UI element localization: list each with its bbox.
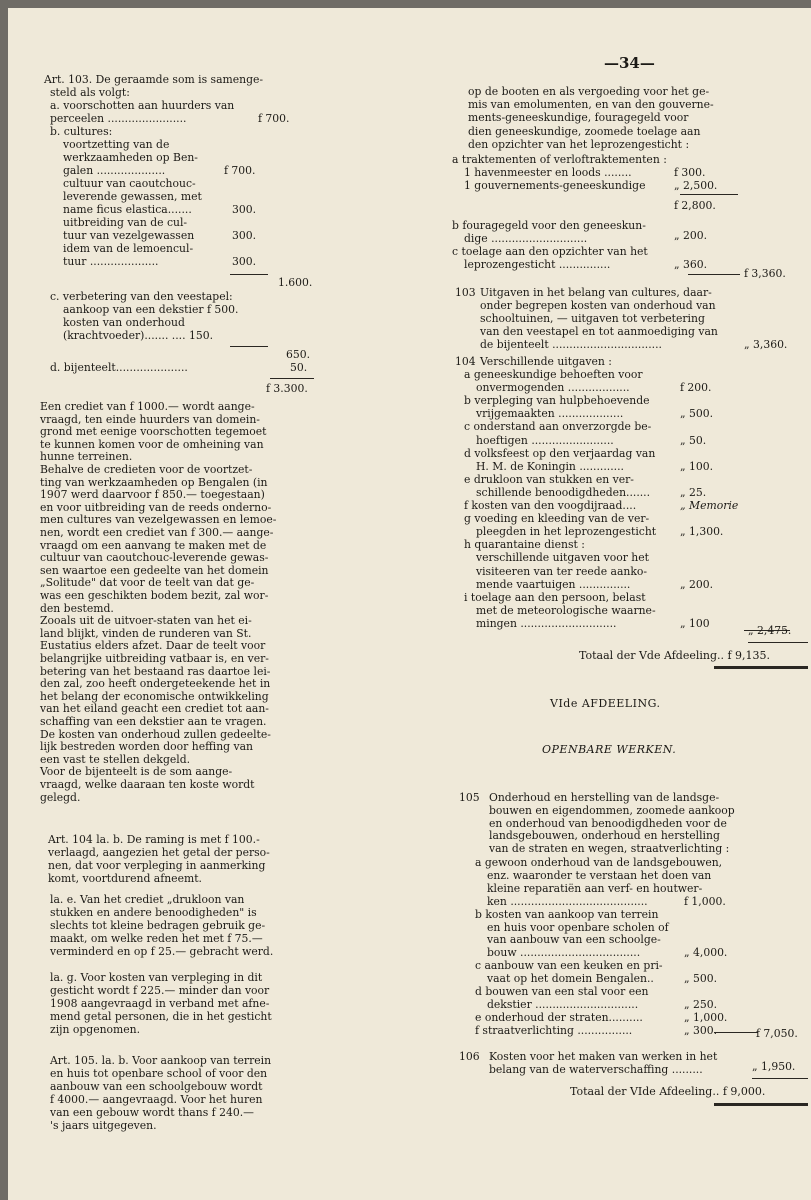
item-value: „ 1,000. (684, 1010, 728, 1024)
paragraph-line: dien geneeskundige, zoomede toelage aan (468, 124, 701, 138)
item-a-line: a. voorschotten aan huurders van (50, 99, 235, 112)
item-line: a gewoon onderhoud van de landsgebouwen, (475, 856, 723, 869)
paragraph-line: den zal, zoo heeft ondergeteekende het in (40, 677, 271, 691)
item-b2-line: cultuur van caoutchouc- (63, 177, 196, 190)
item-line: van aanbouw van een schoolge- (487, 933, 661, 947)
paragraph-line: van het eiland geacht een crediet tot aan- (40, 702, 269, 716)
item-line: dekstier .............................. (487, 997, 639, 1011)
page-number: —34— (604, 54, 655, 72)
item-b1-value: f 700. (224, 164, 256, 177)
item-c-line: kosten van onderhoud (63, 316, 185, 329)
section-number: 104 (455, 355, 476, 368)
item-b2-line: leverende gewassen, met (63, 190, 202, 203)
item-b3-value: 300. (232, 229, 257, 242)
item-b4-line: tuur .................... (63, 255, 159, 268)
paragraph-line: Een crediet van f 1000.— wordt aange- (40, 400, 255, 413)
section-104-total: „ 2,475. (748, 624, 792, 637)
paragraph-line: mis van emolumenten, en van den gouverne- (468, 98, 714, 112)
item-b-line: dige ............................ (464, 232, 588, 245)
paragraph-line: 's jaars uitgegeven. (50, 1119, 157, 1132)
paragraph-line: gelegd. (40, 790, 81, 804)
rule (270, 378, 314, 379)
paragraph-line: ting van werkzaamheden op Bengalen (in (40, 475, 268, 489)
item-a2-text: 1 gouvernements-geneeskundige (464, 179, 646, 192)
item-value: „ 200. (680, 577, 714, 591)
item-b-line: galen .................... (63, 164, 166, 177)
item-c-total: f 3,360. (744, 267, 786, 280)
item-d-value: 50. (290, 361, 308, 374)
paragraph-line: stukken en andere benoodigheden" is (50, 906, 257, 919)
art103-intro-line: steld als volgt: (50, 86, 130, 99)
item-value: „ 4,000. (684, 946, 728, 960)
item-b-value: „ 200. (674, 229, 708, 242)
item-b2-value: 300. (232, 203, 257, 216)
art103-grand-total: f 3.300. (266, 382, 308, 395)
item-b2-line: name ficus elastica....... (63, 203, 192, 216)
section-title: VIde AFDEELING. (550, 697, 661, 710)
item-value: „ 100 (680, 616, 710, 630)
paragraph-line: ments-geneeskundige, fouragegeld voor (468, 111, 689, 125)
paragraph-line: Art. 105. la. b. Voor aankoop van terrein (50, 1054, 272, 1067)
section-105-line: en onderhoud van benoodigdheden voor de (489, 816, 727, 830)
item-a1-text: 1 havenmeester en loods ........ (464, 166, 632, 179)
paragraph-line: lijk bestreden worden door heffing van (40, 740, 253, 754)
paragraph-line: „Solitude" dat voor de teelt van dat ge- (40, 576, 255, 590)
item-c-line: aankoop van een dekstier f 500. (63, 303, 239, 316)
paragraph-line: la. e. Van het crediet „drukloon van (50, 893, 245, 906)
item-b4-value: 300. (232, 255, 257, 268)
item-value: f 200. (680, 381, 712, 395)
paragraph-line: Voor de bijenteelt is de som aange- (40, 765, 233, 779)
paragraph-line: een vast te stellen dekgeld. (40, 752, 191, 766)
art103-intro-line: Art. 103. De geraamde som is samenge- (44, 73, 264, 86)
paragraph-line: schaffing van een dekstier aan te vragen. (40, 715, 267, 728)
section-106-value: „ 1,950. (752, 1060, 796, 1073)
section-105-line: bouwen en eigendommen, zoomede aankoop (489, 803, 735, 817)
paragraph-line: en huis tot openbare school of voor den (50, 1067, 268, 1080)
section-105-line: van de straten en wegen, straatverlichting : (489, 842, 730, 856)
item-line: b kosten van aankoop van terrein (475, 907, 659, 921)
section-103-line: de bijenteelt ................................ (480, 338, 662, 351)
item-line: e drukloon van stukken en ver- (464, 472, 634, 486)
rule (680, 194, 738, 195)
item-value: „ 100. (680, 459, 714, 473)
section-103-line: onder begrepen kosten van onderhoud van (480, 299, 716, 312)
total-vide-afdeeling: Totaal der VIde Afdeeling.. f 9,000. (570, 1085, 766, 1098)
item-c-line: c. verbetering van den veestapel: (50, 290, 233, 303)
paragraph-line: Behalve de credieten voor de voortzet- (40, 463, 253, 476)
item-a2-value: „ 2,500. (674, 179, 718, 192)
item-line: en huis voor openbare scholen of (487, 920, 669, 934)
section-105-line: Onderhoud en herstelling van de landsge- (489, 791, 720, 804)
paragraph-line: Art. 104 la. b. De raming is met f 100.- (48, 833, 260, 846)
item-b-line: voortzetting van de (63, 138, 170, 151)
double-rule (714, 666, 808, 669)
section-number: 106 (459, 1050, 480, 1063)
paragraph-line: betering van het bestaand ras daartoe lei- (40, 664, 271, 678)
item-line: h quarantaine dienst : (464, 538, 585, 552)
item-line: mingen ............................ (476, 616, 617, 630)
item-value: „ 500. (680, 407, 714, 421)
paragraph-line: verminderd en op f 25.— gebracht werd. (50, 945, 274, 958)
section-105-total: f 7,050. (756, 1027, 798, 1040)
section-105-line: landsgebouwen, onderhoud en herstelling (489, 829, 720, 843)
double-rule (714, 1103, 808, 1106)
item-line: bouw ................................... (487, 946, 641, 960)
item-line: onvermogenden .................. (476, 381, 630, 395)
paragraph-line: vraagd om een aanvang te maken met de (40, 538, 267, 552)
item-line: a geneeskundige behoeften voor (464, 368, 643, 381)
item-line: schillende benoodigdheden....... (476, 485, 651, 499)
item-b3-line: uitbreiding van de cul- (63, 216, 188, 229)
paragraph-line: te kunnen komen voor de omheining van (40, 437, 264, 451)
item-a-value: f 700. (258, 112, 290, 125)
section-103-line: Uitgaven in het belang van cultures, daar- (480, 286, 712, 299)
item-line: enz. waaronder te verstaan het doen van (487, 868, 712, 882)
rule (714, 1032, 758, 1033)
item-value: „ Memorie (680, 499, 739, 512)
paragraph-line: mend getal personen, die in het gesticht (50, 1010, 272, 1023)
item-line: c onderstand aan onverzorgde be- (464, 420, 652, 434)
paragraph-line: den opzichter van het leprozengesticht : (468, 137, 690, 151)
paragraph-line: verlaagd, aangezien het getal der perso- (48, 846, 270, 859)
item-b-total: 1.600. (278, 276, 313, 289)
item-value: „ 1,300. (680, 525, 724, 539)
paragraph-line: zijn opgenomen. (50, 1023, 141, 1036)
item-b4-line: idem van de lemoencul- (63, 242, 194, 255)
item-line: vaat op het domein Bengalen.. (487, 972, 654, 986)
paragraph-line: maakt, om welke reden het met f 75.— (50, 932, 263, 945)
paragraph-line: 1907 werd daarvoor f 850.— toegestaan) (40, 488, 265, 502)
item-value: „ 250. (684, 997, 718, 1011)
paragraph-line: belangrijke uitbreiding vatbaar is, en ver- (40, 652, 269, 665)
section-106-line: Kosten voor het maken van werken in het (489, 1050, 718, 1063)
item-c-line: c toelage aan den opzichter van het (452, 245, 648, 258)
section-number: 103 (455, 286, 476, 299)
item-line: pleegden in het leprozengesticht (476, 525, 657, 539)
item-line: d volksfeest op den verjaardag van (464, 446, 656, 460)
item-value: „ 50. (680, 433, 707, 447)
item-value: „ 300. (684, 1023, 718, 1037)
item-b3-line: tuur van vezelgewassen (63, 229, 195, 242)
item-b-line: b. cultures: (50, 125, 113, 138)
item-line: ken ........................................ (487, 894, 648, 908)
paragraph-line: men cultures van vezelgewassen en lemoe- (40, 513, 277, 527)
item-line: i toelage aan den persoon, belast (464, 590, 646, 604)
paragraph-line: land blijkt, vinden de runderen van St. (40, 626, 252, 640)
paragraph-line: nen, dat voor verpleging in aanmerking (48, 859, 266, 872)
paragraph-line: den bestemd. (40, 601, 114, 615)
item-a-head: a traktementen of verloftraktementen : (452, 153, 667, 166)
section-104-head: Verschillende uitgaven : (480, 355, 612, 368)
paragraph-line: vraagd, welke daaraan ten koste wordt (40, 778, 255, 791)
item-line: kleine reparatiën aan verf- en houtwer- (487, 881, 703, 895)
item-line: d bouwen van een stal voor een (475, 985, 649, 998)
item-line: hoeftigen ........................ (476, 433, 614, 447)
rule (752, 1078, 808, 1079)
paragraph-line: De kosten van onderhoud zullen gedeelte- (40, 727, 271, 741)
item-c-line: (krachtvoeder)....... .... 150. (63, 329, 214, 342)
section-number: 105 (459, 791, 480, 804)
item-value: „ 25. (680, 485, 707, 499)
item-c-value: „ 360. (674, 258, 708, 271)
item-value: „ 500. (684, 972, 718, 986)
item-a-line: perceelen ....................... (50, 112, 187, 125)
section-103-line: van den veestapel en tot aanmoediging van (480, 325, 718, 338)
paragraph-line: Zooals uit de uitvoer-staten van het ei- (40, 614, 252, 628)
section-103-line: schooltuinen, — uitgaven tot verbetering (480, 312, 705, 325)
item-line: b verpleging van hulpbehoevende (464, 394, 650, 408)
paragraph-line: hunne terreinen. (40, 450, 133, 464)
paragraph-line: sen waartoe een gedeelte van het domein (40, 563, 269, 577)
item-d-line: d. bijenteelt..................... (50, 361, 188, 374)
item-c-total: 650. (286, 348, 311, 361)
item-line: vrijgemaakten ................... (476, 407, 624, 421)
item-a1-value: f 300. (674, 166, 706, 179)
paragraph-line: op de booten en als vergoeding voor het ge- (468, 85, 710, 98)
rule (230, 346, 268, 347)
paragraph-line: cultuur van caoutchouc-leverende gewas- (40, 551, 269, 565)
paragraph-line: Eustatius elders afzet. Daar de teelt voor (40, 639, 266, 653)
paragraph-line: grond met eenige voorschotten tegemoet (40, 425, 267, 439)
paragraph-line: komt, voortdurend afneemt. (48, 872, 202, 885)
item-line: verschillende uitgaven voor het (476, 551, 649, 565)
item-line: f straatverlichting ................ (475, 1023, 633, 1037)
item-line: met de meteorologische waarne- (476, 603, 656, 617)
section-103-value: „ 3,360. (744, 338, 788, 351)
item-line: mende vaartuigen ............... (476, 577, 631, 591)
paragraph-line: 1908 aangevraagd in verband met afne- (50, 997, 270, 1010)
item-line: H. M. de Koningin ............. (476, 459, 624, 473)
paragraph-line: aanbouw van een schoolgebouw wordt (50, 1080, 263, 1093)
total-vde-afdeeling: Totaal der Vde Afdeeling.. f 9,135. (579, 649, 771, 662)
paragraph-line: vraagd, ten einde huurders van domein- (40, 412, 260, 426)
item-value: f 1,000. (684, 894, 726, 908)
item-line: e onderhoud der straten.......... (475, 1010, 643, 1024)
document-page (8, 8, 811, 1200)
rule (688, 274, 740, 275)
rule (230, 274, 268, 275)
item-line: f kosten van den voogdijraad.... (464, 499, 637, 512)
paragraph-line: was een geschikten bodem bezit, zal wor- (40, 589, 269, 602)
item-b-line: b fouragegeld voor den geneeskun- (452, 219, 646, 232)
paragraph-line: la. g. Voor kosten van verpleging in dit (50, 971, 263, 984)
section-106-line: belang van de waterverschaffing ......... (489, 1063, 703, 1076)
item-b-line: werkzaamheden op Ben- (63, 151, 198, 164)
paragraph-line: van een gebouw wordt thans f 240.— (50, 1106, 254, 1119)
paragraph-line: gesticht wordt f 225.— minder dan voor (50, 984, 270, 997)
item-c-line: leprozengesticht ............... (464, 258, 611, 271)
item-line: g voeding en kleeding van de ver- (464, 512, 650, 526)
rule (748, 642, 808, 643)
paragraph-line: het belang der economische ontwikkeling (40, 689, 269, 703)
item-a-sum: f 2,800. (674, 199, 716, 212)
paragraph-line: f 4000.— aangevraagd. Voor het huren (50, 1093, 263, 1106)
section-subtitle: OPENBARE WERKEN. (542, 743, 677, 756)
paragraph-line: slechts tot kleine bedragen gebruik ge- (50, 919, 266, 932)
paragraph-line: nen, wordt een crediet van f 300.— aange- (40, 526, 274, 539)
paragraph-line: en voor uitbreiding van de reeds onderno- (40, 500, 272, 514)
item-line: c aanbouw van een keuken en pri- (475, 959, 663, 973)
item-line: visiteeren van ter reede aanko- (476, 564, 648, 578)
